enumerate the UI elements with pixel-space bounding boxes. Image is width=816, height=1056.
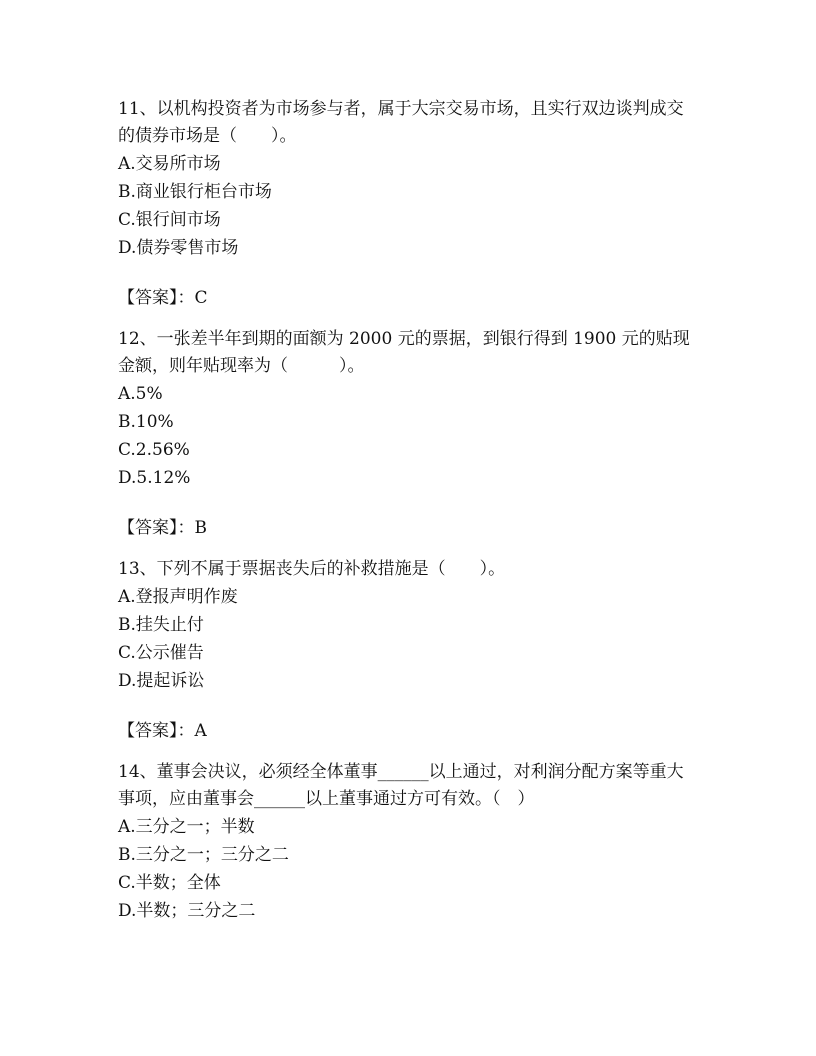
option-c: C.半数；全体	[118, 873, 221, 893]
option-a: A.三分之一；半数	[118, 817, 255, 837]
question-text: 14、董事会决议，必须经全体董事______以上通过，对利润分配方案等重大事项，应由董事会______以上董事通过方可有效。（ ）	[118, 762, 684, 809]
question-13	[118, 556, 698, 759]
exam-page	[118, 96, 698, 925]
answer-line: 【答案】：C	[118, 288, 208, 308]
question-14	[118, 759, 698, 925]
answer-line: 【答案】：B	[118, 518, 207, 538]
option-a: A.交易所市场	[118, 154, 221, 174]
option-d: D.5.12%	[118, 468, 191, 488]
question-11	[118, 96, 698, 326]
option-d: D.半数；三分之二	[118, 901, 256, 921]
option-c: C.公示催告	[118, 643, 204, 663]
option-d: D.提起诉讼	[118, 671, 205, 691]
option-c: C.2.56%	[118, 440, 190, 460]
option-b: B.三分之一；三分之二	[118, 845, 289, 865]
option-a: A.5%	[118, 384, 163, 404]
option-c: C.银行间市场	[118, 210, 221, 230]
answer-line: 【答案】：A	[118, 721, 207, 741]
question-12	[118, 326, 698, 556]
question-text: 12、一张差半年到期的面额为 2000 元的票据，到银行得到 1900 元的贴现金额，则年贴现率为（ ）。	[118, 329, 690, 376]
option-a: A.登报声明作废	[118, 587, 238, 607]
option-b: B.挂失止付	[118, 615, 204, 635]
option-b: B.商业银行柜台市场	[118, 182, 272, 202]
option-d: D.债券零售市场	[118, 238, 239, 258]
question-text: 13、下列不属于票据丧失后的补救措施是（ ）。	[118, 559, 506, 579]
option-b: B.10%	[118, 412, 174, 432]
question-text: 11、以机构投资者为市场参与者，属于大宗交易市场，且实行双边谈判成交的债券市场是（ ）。	[118, 99, 684, 146]
